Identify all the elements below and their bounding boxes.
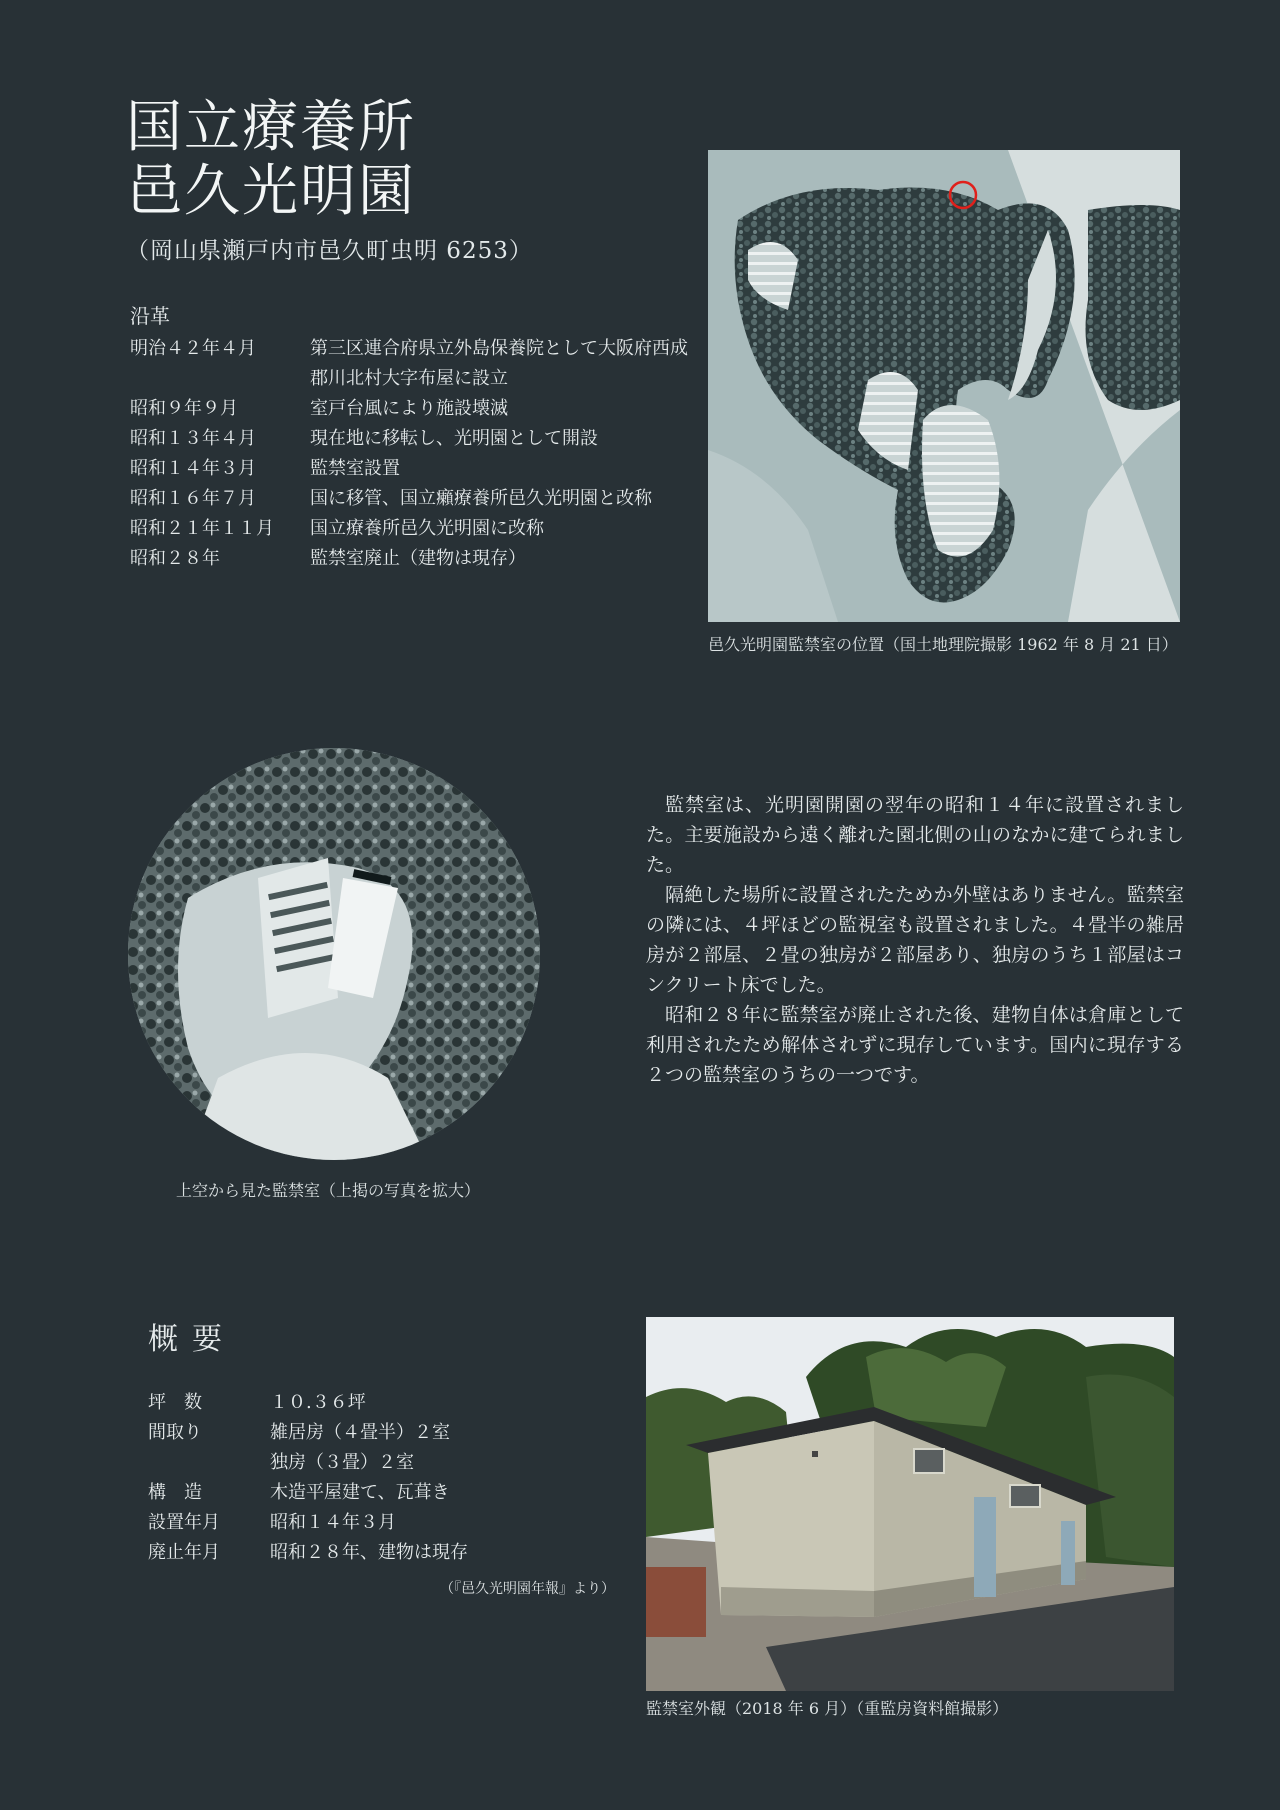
page-title — [126, 96, 646, 224]
overview-label: 構 造 — [148, 1482, 202, 1503]
title-line-2: 邑久光明園 — [126, 159, 416, 224]
history-date: 明治４２年４月 — [130, 338, 256, 359]
overview-value: 雑居房（４畳半）２室 — [270, 1422, 450, 1443]
building-photo — [646, 1317, 1174, 1691]
overview-label: 廃止年月 — [148, 1542, 220, 1563]
aerial-map-graphic — [708, 150, 1180, 622]
history-date: 昭和１６年７月 — [130, 488, 256, 509]
overview-value: １０.３６坪 — [270, 1392, 366, 1413]
overview-label: 設置年月 — [148, 1512, 220, 1533]
overview-label — [148, 1448, 270, 1478]
aerial-map-image — [708, 150, 1180, 622]
overview-value: 木造平屋建て、瓦葺き — [270, 1482, 450, 1503]
history-text: 監禁室設置 — [310, 458, 400, 479]
history-date: 昭和１４年３月 — [130, 458, 256, 479]
map-caption: 邑久光明園監禁室の位置（国土地理院撮影 1962 年 8 月 21 日） — [708, 635, 1178, 654]
overview-table — [148, 1388, 618, 1568]
history-row — [130, 544, 690, 574]
history-text: 国に移管、国立癩療養所邑久光明園と改称 — [310, 488, 652, 509]
overview-value: 独房（３畳）２室 — [270, 1452, 414, 1473]
overview-value: 昭和１４年３月 — [270, 1512, 396, 1533]
history-text: 国立療養所邑久光明園に改称 — [310, 518, 544, 539]
history-date: 昭和１３年４月 — [130, 428, 256, 449]
photo-caption: 監禁室外観（2018 年 6 月）（重監房資料館撮影） — [646, 1699, 1009, 1718]
description-paragraph: 隔絶した場所に設置されたためか外壁はありません。監禁室の隣には、４坪ほどの監視室も設置されました。４畳半の雑居房が２部屋、２畳の独房が２部屋あり、独房のうち１部屋はコンクリート床でした。 — [646, 884, 1184, 996]
history-list — [130, 334, 690, 574]
history-row — [130, 454, 690, 484]
history-row — [130, 514, 690, 544]
history-heading: 沿革 — [130, 304, 170, 328]
overview-row — [148, 1508, 618, 1538]
history-date: 昭和２８年 — [130, 548, 220, 569]
description-text — [646, 790, 1184, 1090]
zoom-caption: 上空から見た監禁室（上掲の写真を拡大） — [176, 1181, 481, 1200]
description-paragraph: 昭和２８年に監禁室が廃止された後、建物自体は倉庫として利用されたため解体されずに現存しています。国内に現存する２つの監禁室のうちの一つです。 — [646, 1004, 1184, 1086]
title-line-1: 国立療養所 — [126, 95, 416, 160]
history-text: 室戸台風により施設壊滅 — [310, 398, 508, 419]
history-date: 昭和９年９月 — [130, 398, 238, 419]
overview-row — [148, 1478, 618, 1508]
overview-row — [148, 1538, 618, 1568]
overview-source: （『邑久光明園年報』より） — [440, 1581, 615, 1597]
overview-row — [148, 1418, 618, 1448]
history-row — [130, 394, 690, 424]
description-paragraph: 監禁室は、光明園開園の翌年の昭和１４年に設置されました。主要施設から遠く離れた園北側の山のなかに建てられました。 — [646, 794, 1184, 876]
history-row — [130, 334, 690, 394]
zoomed-aerial-image — [128, 748, 540, 1160]
address: （岡山県瀬戸内市邑久町虫明 6253） — [126, 238, 533, 264]
history-row — [130, 424, 690, 454]
history-text: 第三区連合府県立外島保養院として大阪府西成郡川北村大字布屋に設立 — [310, 338, 688, 389]
overview-label: 間取り — [148, 1422, 202, 1443]
history-date: 昭和２１年１１月 — [130, 518, 274, 539]
overview-value: 昭和２８年、建物は現存 — [270, 1542, 468, 1563]
history-text: 監禁室廃止（建物は現存） — [310, 548, 526, 569]
history-text: 現在地に移転し、光明園として開設 — [310, 428, 598, 449]
overview-label: 坪 数 — [148, 1392, 202, 1413]
zoomed-aerial-graphic — [128, 748, 540, 1160]
overview-heading: 概要 — [148, 1322, 236, 1357]
building-photo-graphic — [646, 1317, 1174, 1691]
overview-row — [148, 1448, 618, 1478]
overview-row — [148, 1388, 618, 1418]
history-row — [130, 484, 690, 514]
